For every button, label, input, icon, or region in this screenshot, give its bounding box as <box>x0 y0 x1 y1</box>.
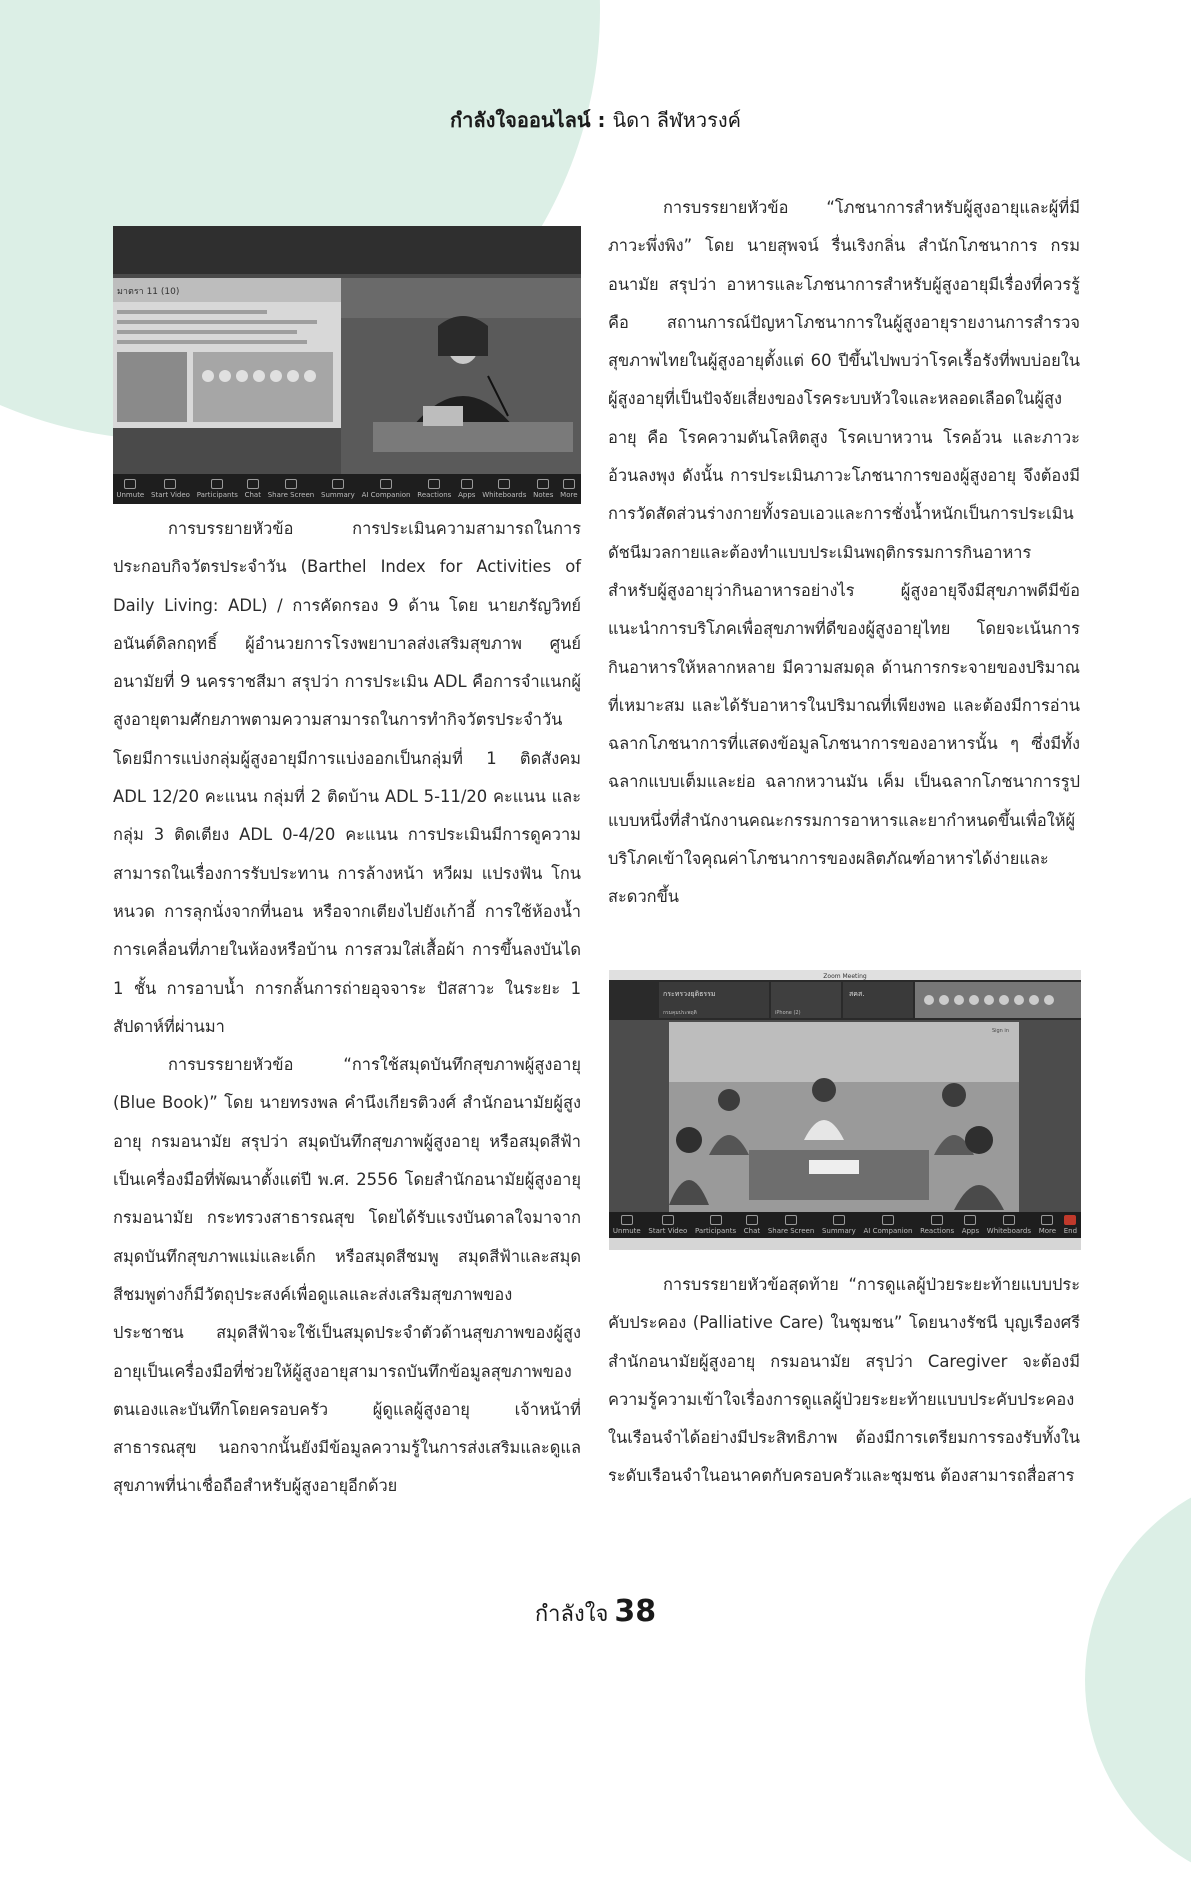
meeting-participants-button[interactable]: Participants <box>695 1215 736 1235</box>
toolbar-reactions-button[interactable]: Reactions <box>417 479 451 499</box>
paragraph-blue-book: การบรรยายหัวข้อ “การใช้สมุดบันทึกสุขภาพผู้สูงอายุ (Blue Book)” โดย นายทรงพล คำนึงเกียรติวงศ์ สำนักอนามัยผู้สูงอายุ กรมอนามัย สรุปว่า สมุดบันทึกสุขภาพผู้สูงอายุ หรือสมุดสีฟ้า เป็นเครื่องมือที่พัฒนาตั้งแต่ปี พ.ศ. 2556 โดยสำนักอนามัยผู้สูงอายุ กรมอนามัย กระทรวงสาธารณสุข โดยได้รับแรงบันดาลใจมาจากสมุดบันทึกสุขภาพแม่และเด็ก หรือสมุดสีชมพู สมุดสีฟ้าและสมุดสีชมพูต่างก็มีวัตถุประสงค์เพื่อดูแลและส่งเสริมสุขภาพของประชาชน สมุดสีฟ้าจะใช้เป็นสมุดประจำตัวด้านสุขภาพของผู้สูงอายุเป็นเครื่องมือที่ช่วยให้ผู้สูงอายุสามารถบันทึกข้อมูลสุขภาพของตนเองและบันทึกโดยครอบครัว ผู้ดูแลผู้สูงอายุ เจ้าหน้าที่สาธารณสุข นอกจากนั้นยังมีข้อมูลความรู้ในการส่งเสริมและดูแลสุขภาพที่น่าเชื่อถือสำหรับผู้สูงอายุอีกด้วย <box>113 1055 581 1496</box>
ai-icon <box>380 479 392 489</box>
toolbar-chat-button[interactable]: Chat <box>245 479 261 499</box>
section-title: กำลังใจออนไลน์ <box>450 108 591 132</box>
toolbar-unmute-button[interactable]: Unmute <box>116 479 144 499</box>
paragraph-adl: การบรรยายหัวข้อ การประเมินความสามารถในการประกอบกิจวัตรประจำวัน (Barthel Index for Activities of Daily Living: ADL) / การคัดกรอง 9 ด้าน โดย นายภรัญวิทย์ อนันต์ดิลกฤทธิ์ ผู้อำนวยการโรงพยาบาลส่งเสริมสุขภาพ ศูนย์อนามัยที่ 9 นครราชสีมา สรุปว่า การประเมิน ADL คือการจำแนกผู้สูงอายุตามศักยภาพตามความสามารถในการทำกิจวัตรประจำวัน โดยมีการแบ่งกลุ่มผู้สูงอายุมีการแบ่งออกเป็นกลุ่มที่ 1 ติดสังคม ADL 12/20 คะแนน กลุ่มที่ 2 ติดบ้าน ADL 5-11/20 คะแนน และกลุ่ม 3 ติดเตียง ADL 0-4/20 คะแนน การประเมินมีการดูความสามารถในเรื่องการรับประทาน การล้างหน้า หวีผม แปรงฟัน โกนหนวด การลุกนั่งจากที่นอน หรือจากเตียงไปยังเก้าอี้ การใช้ห้องน้ำ การเคลื่อนที่ภายในห้องหรือบ้าน การสวมใส่เสื้อผ้า การขึ้นลงบันได 1 ชั้น การอาบน้ำ การกลั้นการถ่ายอุจจาระ ปัสสาวะ ในระยะ 1 สัปดาห์ที่ผ่านมา <box>113 519 581 1036</box>
toolbar-ai-button[interactable]: AI Companion <box>362 479 411 499</box>
toolbar-video-button[interactable]: Start Video <box>151 479 190 499</box>
video-icon <box>662 1215 674 1225</box>
page-header <box>0 104 1191 136</box>
apps-icon <box>964 1215 976 1225</box>
chat-icon <box>247 479 259 489</box>
page-number: 38 <box>614 1594 657 1629</box>
share-icon <box>785 1215 797 1225</box>
reactions-icon <box>428 479 440 489</box>
end-icon <box>1064 1215 1076 1225</box>
meeting-whiteboards-button[interactable]: Whiteboards <box>987 1215 1031 1235</box>
decorative-circle-bottom <box>1085 1470 1191 1890</box>
tile-ministry: กระทรวงยุติธรรม <box>663 990 716 998</box>
toolbar-apps-button[interactable]: Apps <box>458 479 475 499</box>
microphone-icon <box>621 1215 633 1225</box>
meeting-unmute-button[interactable]: Unmute <box>613 1215 641 1235</box>
meeting-toolbar <box>609 1212 1081 1238</box>
summary-icon <box>833 1215 845 1225</box>
zoom-toolbar <box>113 474 581 504</box>
toolbar-share-button[interactable]: Share Screen <box>268 479 315 499</box>
header-separator: : <box>590 108 613 132</box>
tile-name-0: กรมคุมประพฤติ <box>663 1010 697 1016</box>
slide-title: มาตรา 11 (10) <box>117 287 180 297</box>
apps-icon <box>461 479 473 489</box>
toolbar-notes-button[interactable]: Notes <box>533 479 553 499</box>
right-column-bottom <box>608 1266 1080 1496</box>
tile-org: สคส. <box>849 990 865 998</box>
video-icon <box>164 479 176 489</box>
meeting-summary-button[interactable]: Summary <box>822 1215 856 1235</box>
reactions-icon <box>931 1215 943 1225</box>
meeting-chat-button[interactable]: Chat <box>744 1215 760 1235</box>
toolbar-summary-button[interactable]: Summary <box>321 479 355 499</box>
share-icon <box>285 479 297 489</box>
right-column-top <box>608 189 1080 917</box>
participants-icon <box>710 1215 722 1225</box>
meeting-more-button[interactable]: More <box>1039 1215 1056 1235</box>
page-footer <box>0 1594 1191 1631</box>
meeting-photo <box>609 970 1081 1250</box>
more-icon <box>1041 1215 1053 1225</box>
meeting-photo-image <box>609 970 1081 1250</box>
taskbar <box>609 1238 1081 1250</box>
microphone-icon <box>124 479 136 489</box>
footer-label: กำลังใจ <box>534 1602 609 1627</box>
toolbar-participants-button[interactable]: Participants <box>197 479 238 499</box>
ai-icon <box>882 1215 894 1225</box>
paragraph-palliative-care: การบรรยายหัวข้อสุดท้าย “การดูแลผู้ป่วยระยะท้ายแบบประคับประคอง (Palliative Care) ในชุมชน” โดยนางรัชนี บุญเรืองศรี สำนักอนามัยผู้สูงอายุ กรมอนามัย สรุปว่า Caregiver จะต้องมีความรู้ความเข้าใจเรื่องการดูแลผู้ป่วยระยะท้ายแบบประคับประคองในเรือนจำได้อย่างมีประสิทธิภาพ ต้องมีการเตรียมการรองรับทั้งในระดับเรือนจำในอนาคตกับครอบครัวและชุมชน ต้องสามารถสื่อสาร <box>608 1275 1080 1486</box>
sign-in-label: Sign in <box>991 1028 1009 1034</box>
summary-icon <box>332 479 344 489</box>
whiteboard-icon <box>1003 1215 1015 1225</box>
paragraph-nutrition: การบรรยายหัวข้อ “โภชนาการสำหรับผู้สูงอายุและผู้ที่มีภาวะพึ่งพิง” โดย นายสุพจน์ รื่นเริงกลิ่น สำนักโภชนาการ กรมอนามัย สรุปว่า อาหารและโภชนาการสำหรับผู้สูงอายุมีเรื่องที่ควรรู้ คือ สถานการณ์ปัญหาโภชนาการในผู้สูงอายุรายงานการสำรวจสุขภาพไทยในผู้สูงอายุตั้งแต่ 60 ปีขึ้นไปพบว่าโรคเรื้อรังที่พบบ่อยในผู้สูงอายุที่เป็นปัจจัยเสี่ยงของโรคระบบหัวใจและหลอดเลือดในผู้สูงอายุ คือ โรคความดันโลหิตสูง โรคเบาหวาน โรคอ้วน และภาวะอ้วนลงพุง ดังนั้น การประเมินภาวะโภชนาการของผู้สูงอายุ จึงต้องมีการวัดสัดส่วนร่างกายทั้งรอบเอวและการชั่งน้ำหนักเป็นการประเมินดัชนีมวลกายและต้องทำแบบประเมินพฤติกรรมการกินอาหารสำหรับผู้สูงอายุว่ากินอาหารอย่างไร ผู้สูงอายุจึงมีสุขภาพดีมีข้อแนะนำการบริโภคเพื่อสุขภาพที่ดีของผู้สูงอายุไทย โดยจะเน้นการกินอาหารให้หลากหลาย มีความสมดุล ด้านการกระจายของปริมาณที่เหมาะสม และได้รับอาหารในปริมาณที่เพียงพอ และต้องมีการอ่านฉลากโภชนาการที่แสดงข้อมูลโภชนาการของอาหารนั้น ๆ ซึ่งมีทั้งฉลากแบบเต็มและย่อ ฉลากหวานมัน เค็ม เป็นฉลากโภชนาการรูปแบบหนึ่งที่สำนักงานคณะกรรมการอาหารและยากำหนดขึ้นเพื่อให้ผู้บริโภคเข้าใจคุณค่าโภชนาการของผลิตภัณฑ์อาหารได้ง่ายและสะดวกขึ้น <box>608 198 1080 907</box>
notes-icon <box>537 479 549 489</box>
meeting-share-button[interactable]: Share Screen <box>768 1215 815 1235</box>
toolbar-whiteboards-button[interactable]: Whiteboards <box>482 479 526 499</box>
more-icon <box>563 479 575 489</box>
meeting-end-button[interactable]: End <box>1064 1215 1077 1235</box>
meeting-reactions-button[interactable]: Reactions <box>920 1215 954 1235</box>
whiteboard-icon <box>498 479 510 489</box>
meeting-apps-button[interactable]: Apps <box>962 1215 979 1235</box>
author-name: นิดา ลีฬหวรงค์ <box>612 108 741 132</box>
left-column <box>113 510 581 1506</box>
meeting-video-button[interactable]: Start Video <box>648 1215 687 1235</box>
tile-name-1: iPhone (2) <box>775 1010 801 1016</box>
toolbar-more-button[interactable]: More <box>560 479 577 499</box>
participants-icon <box>211 479 223 489</box>
presentation-photo <box>113 226 581 504</box>
presentation-photo-image <box>113 226 581 504</box>
chat-icon <box>746 1215 758 1225</box>
meeting-ai-button[interactable]: AI Companion <box>863 1215 912 1235</box>
window-title: Zoom Meeting <box>823 973 867 980</box>
